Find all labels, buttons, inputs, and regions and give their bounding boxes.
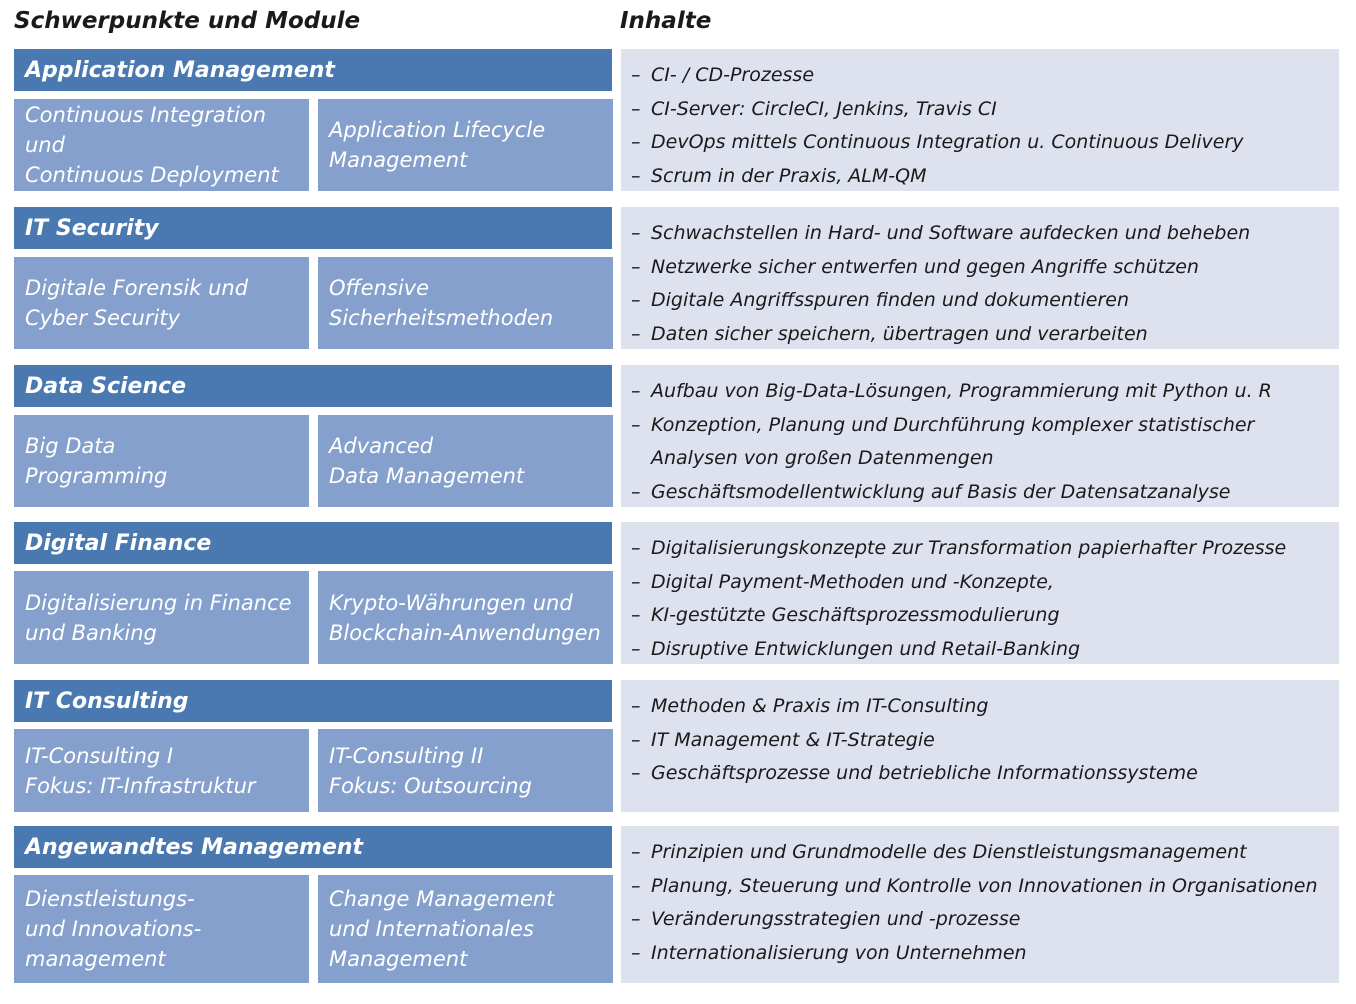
dash-bullet: – bbox=[631, 413, 641, 436]
content-item: – Aufbau von Big-Data-Lösungen, Programmierung mit Python u. R bbox=[631, 375, 1339, 409]
content-box bbox=[621, 207, 1339, 349]
dash-bullet: – bbox=[631, 97, 641, 120]
section-title: Application Management bbox=[14, 49, 612, 91]
content-box bbox=[621, 522, 1339, 664]
content-item: – Scrum in der Praxis, ALM-QM bbox=[631, 160, 1339, 194]
section-title: Data Science bbox=[14, 365, 612, 407]
content-item: – Daten sicher speichern, übertragen und verarbeiten bbox=[631, 318, 1339, 352]
content-item: – Schwachstellen in Hard- und Software aufdecken und beheben bbox=[631, 217, 1339, 251]
content-box bbox=[621, 680, 1339, 812]
module-right: Application Lifecycle Management bbox=[318, 99, 613, 191]
module-right: Offensive Sicherheitsmethoden bbox=[318, 257, 613, 349]
module-right: Advanced Data Management bbox=[318, 415, 613, 507]
content-item: – DevOps mittels Continuous Integration u. Continuous Delivery bbox=[631, 126, 1339, 160]
dash-bullet: – bbox=[631, 480, 641, 503]
module-right: Change Management und Internationales Management bbox=[318, 875, 613, 983]
dash-bullet: – bbox=[631, 695, 641, 717]
column-header-contents: Inhalte bbox=[620, 8, 712, 34]
module-left: IT-Consulting I Fokus: IT-Infrastruktur bbox=[14, 729, 309, 812]
content-item: – KI-gestützte Geschäftsprozessmodulierung bbox=[631, 599, 1339, 633]
content-item: – Methoden & Praxis im IT-Consulting bbox=[631, 690, 1339, 724]
content-item: – Netzwerke sicher entwerfen und gegen Angriffe schützen bbox=[631, 251, 1339, 285]
dash-bullet: – bbox=[631, 874, 641, 897]
section-title: Angewandtes Management bbox=[14, 826, 612, 868]
module-left: Dienstleistungs- und Innovations- management bbox=[14, 875, 309, 983]
module-right: Krypto-Währungen und Blockchain-Anwendungen bbox=[318, 571, 613, 664]
content-item: – Geschäftsmodellentwicklung auf Basis der Datensatzanalyse bbox=[631, 476, 1339, 510]
section-title: IT Security bbox=[14, 207, 612, 249]
content-box bbox=[621, 49, 1339, 191]
dash-bullet: – bbox=[631, 64, 641, 86]
content-item: – Digitalisierungskonzepte zur Transformation papierhafter Prozesse bbox=[631, 532, 1339, 566]
dash-bullet: – bbox=[631, 570, 641, 593]
content-item: – Internationalisierung von Unternehmen bbox=[631, 937, 1339, 971]
content-item: – Disruptive Entwicklungen und Retail-Banking bbox=[631, 633, 1339, 667]
dash-bullet: – bbox=[631, 604, 641, 626]
dash-bullet: – bbox=[631, 728, 641, 751]
dash-bullet: – bbox=[631, 637, 641, 660]
content-item: – Geschäftsprozesse und betriebliche Informationssysteme bbox=[631, 757, 1339, 791]
content-item: – Veränderungsstrategien und -prozesse bbox=[631, 903, 1339, 937]
dash-bullet: – bbox=[631, 762, 641, 784]
dash-bullet: – bbox=[631, 322, 641, 345]
module-left: Big Data Programming bbox=[14, 415, 309, 507]
dash-bullet: – bbox=[631, 289, 641, 311]
module-left: Continuous Integration und Continuous Deployment bbox=[14, 99, 309, 191]
dash-bullet: – bbox=[631, 537, 641, 559]
content-item: – Prinzipien und Grundmodelle des Dienstleistungsmanagement bbox=[631, 836, 1339, 870]
dash-bullet: – bbox=[631, 255, 641, 278]
content-item: – IT Management & IT-Strategie bbox=[631, 724, 1339, 758]
content-item: – Digitale Angriffsspuren finden und dokumentieren bbox=[631, 284, 1339, 318]
module-left: Digitalisierung in Finance und Banking bbox=[14, 571, 309, 664]
section-title: Digital Finance bbox=[14, 522, 612, 564]
content-item: – Digital Payment-Methoden und -Konzepte, bbox=[631, 566, 1339, 600]
dash-bullet: – bbox=[631, 131, 641, 153]
dash-bullet: – bbox=[631, 164, 641, 187]
content-item: – Konzeption, Planung und Durchführung komplexer statistischer Analysen von großen Datenmengen bbox=[631, 409, 1339, 476]
dash-bullet: – bbox=[631, 908, 641, 930]
section-title: IT Consulting bbox=[14, 680, 612, 722]
dash-bullet: – bbox=[631, 222, 641, 244]
dash-bullet: – bbox=[631, 841, 641, 863]
module-right: IT-Consulting II Fokus: Outsourcing bbox=[318, 729, 613, 812]
dash-bullet: – bbox=[631, 380, 641, 402]
content-item: – Planung, Steuerung und Kontrolle von Innovationen in Organisationen bbox=[631, 870, 1339, 904]
module-left: Digitale Forensik und Cyber Security bbox=[14, 257, 309, 349]
content-item: – CI- / CD-Prozesse bbox=[631, 59, 1339, 93]
content-item: – CI-Server: CircleCI, Jenkins, Travis CI bbox=[631, 93, 1339, 127]
content-box bbox=[621, 826, 1339, 983]
column-header-modules: Schwerpunkte und Module bbox=[14, 8, 361, 34]
dash-bullet: – bbox=[631, 941, 641, 964]
content-box bbox=[621, 365, 1339, 507]
